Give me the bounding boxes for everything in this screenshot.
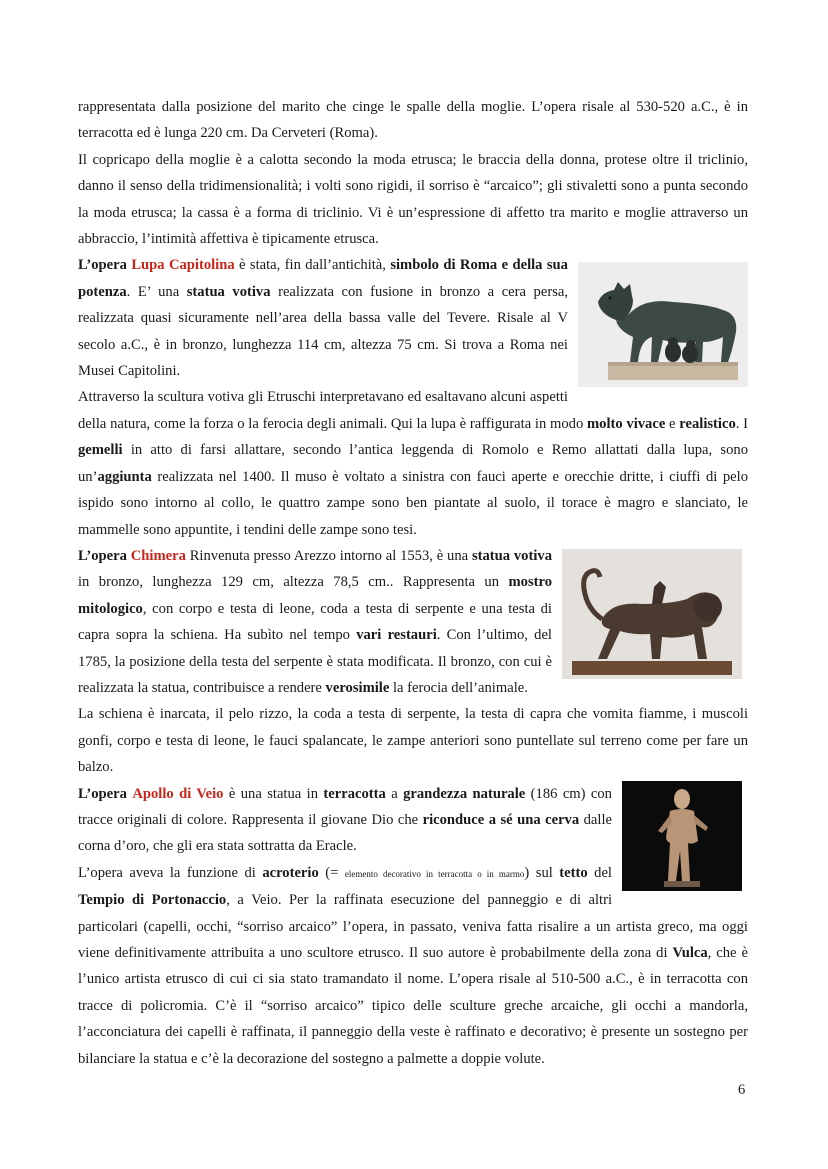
intro-paragraph: Il copricapo della moglie è a calotta secondo la moda etrusca; le braccia della donna, protese oltre il triclinio, danno il senso della tridimensionalità; i volti sono rigidi, il sorriso è “arcaico”; gli stivaletti sono a punta secondo la moda etrusca; la cassa è a forma di triclinio. Vi è un’espressione di affetto tra marito e moglie attraverso un abbraccio, l’intimità affettiva è tipicamente etrusca. [78,151,748,248]
lupa-title: Lupa Capitolina [131,257,235,274]
lupa-paragraph-2: Attraverso la scultura votiva gli Etruschi interpretavano ed esaltavano alcuni aspetti della natura, come la forza o la ferocia degli animali. Qui la lupa è raffigurata in modo molto vivace e realistico. I gemelli in atto di farsi allattare, secondo l’antica leggenda di Romolo e Remo allattati dalla lupa, sono un’aggiunta realizzata nel 1400. Il muso è voltato a sinistra con fauci aperte e orecchie dritte, i ciuffi di pelo ispido sono intorno al collo, le quattro zampe sono ben piantate al suolo, il torace è magro e slanciato, le mammelle sono appuntite, i tendini delle zampe sono tesi. [78,389,748,538]
apollo-di-veio-image [622,781,742,891]
apollo-paragraph-2: L’opera aveva la funzione di acroterio (= elemento decorativo in terracotta o in marmo) sul tetto del Tempio di Portonaccio, a Veio. Per la raffinata esecuzione del panneggio e di altri particolari (capelli, occhi, “sorriso arcaico” l’opera, in passato, veniva fatta risalire a un artista greco, ma oggi viene definitivamente attribuita a uno scultore etrusco. Il suo autore è probabilmente della zona di Vulca, che è l’unico artista etrusco di cui ci sia stato tramandato il nome. L’opera risale al 510-500 a.C., è in terracotta con tracce di policromia. C’è il “sorriso arcaico” tipico delle sculture greche arcaiche, gli occhi a mandorla, l’acconciatura dei capelli è raffinata, il panneggio della veste è raffinato e decorativo; è presente un sostegno per bilanciare la statua e c’è la decorazione del sostegno a palmette a doppie volute. [78,864,748,1067]
intro-line: rappresentata dalla posizione del marito che cinge le spalle della moglie. L’opera risale al 530-520 a.C., è in terracotta ed è lunga 220 cm. Da Cerveteri (Roma). [78,99,748,142]
lupa-paragraph: L’opera Lupa Capitolina è stata, fin dall’antichità, simbolo di Roma e della sua potenza. E’ una statua votiva realizzata con fusione in bronzo a cera persa, realizzata quasi sicuramente nell’area della bassa valle del Tevere. Risale al V secolo a.C., è in bronzo, lunghezza 114 cm, altezza 75 cm. Si trova a Roma nei Musei Capitolini. [78,252,748,384]
chimera-paragraph-2: La schiena è inarcata, il pelo rizzo, la coda a testa di serpente, la testa di capra che vomita fiamme, i muscoli gonfi, corpo e testa di leone, le fauci spalancate, le zampe anteriori sono puntellate sul terreno come per fare un balzo. [78,706,748,776]
chimera-image [562,549,742,679]
apollo-title: Apollo di Veio [132,785,224,802]
page-number: 6 [738,1082,746,1098]
apollo-paragraph: L’opera Apollo di Veio è una statua in terracotta a grandezza naturale (186 cm) con tracce originali di colore. Rappresenta il giovane Dio che riconduce a sé una cerva dalle corna d’oro, che gli era stata sottratta da Eracle. [78,781,748,860]
chimera-title: Chimera [130,547,186,564]
lupa-capitolina-image [578,262,748,387]
chimera-paragraph: L’opera Chimera Rinvenuta presso Arezzo intorno al 1553, è una statua votiva in bronzo, lunghezza 129 cm, altezza 78,5 cm.. Rappresenta un mostro mitologico, con corpo e testa di leone, coda a testa di serpente e una testa di capra sopra la schiena. Ha subìto nel tempo vari restauri. Con l’ultimo, del 1785, la posizione della testa del serpente è stata modificata. Il bronzo, con cui è realizzata la statua, contribuisce a rendere verosimile la ferocia dell’animale. [78,543,748,701]
document-page [78,94,748,1072]
